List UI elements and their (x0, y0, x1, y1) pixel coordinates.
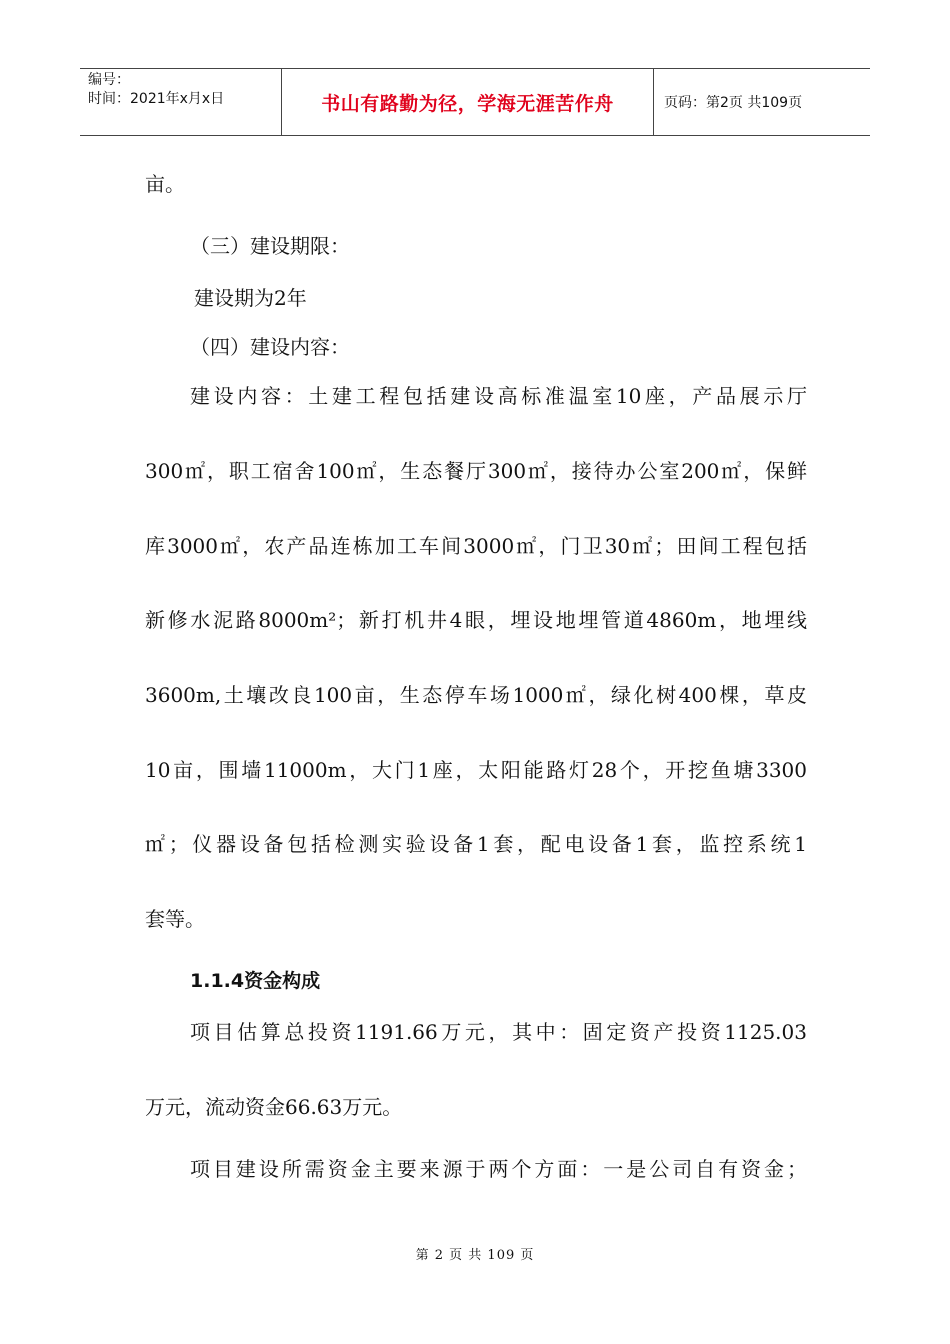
body-line: 万元，流动资金66.63万元。 (145, 1095, 403, 1119)
section-heading: （三）建设期限： (190, 234, 350, 258)
body-line: 库3000㎡，农产品连栋加工车间3000㎡，门卫30㎡；田间工程包括 (145, 534, 807, 558)
doc-number-label: 编号： (88, 72, 130, 88)
section-heading: （四）建设内容： (190, 335, 350, 359)
page-header (80, 68, 870, 136)
body-line: 10亩，围墙11000m，大门1座，太阳能路灯28个，开挖鱼塘3300 (145, 758, 807, 782)
body-line: 亩。 (145, 172, 185, 196)
body-line: 新修水泥路8000m²；新打机井4眼，埋设地埋管道4860m，地埋线 (145, 608, 807, 632)
subsection-heading: 1.1.4资金构成 (190, 970, 321, 992)
body-line: 建设期为2年 (194, 286, 307, 310)
page-footer: 第 2 页 共 109 页 (415, 1248, 535, 1263)
body-line: 300㎡，职工宿舍100㎡，生态餐厅300㎡，接待办公室200㎡，保鲜 (145, 459, 807, 483)
body-line: 项目建设所需资金主要来源于两个方面：一是公司自有资金； (190, 1157, 807, 1181)
body-line: 建设内容：土建工程包括建设高标准温室10座，产品展示厅 (190, 384, 807, 408)
header-page-info: 页码：第2页 共109页 (664, 95, 803, 111)
body-line: 项目估算总投资1191.66万元，其中：固定资产投资1125.03 (190, 1020, 807, 1044)
header-motto: 书山有路勤为径，学海无涯苦作舟 (282, 69, 654, 135)
doc-date-label: 时间：2021年x月x日 (88, 91, 225, 107)
body-line: 套等。 (145, 907, 205, 931)
body-line: 3600m,土壤改良100亩，生态停车场1000㎡，绿化树400棵，草皮 (145, 683, 807, 707)
body-line: ㎡；仪器设备包括检测实验设备1套，配电设备1套，监控系统1 (145, 832, 807, 856)
header-meta (80, 69, 282, 135)
